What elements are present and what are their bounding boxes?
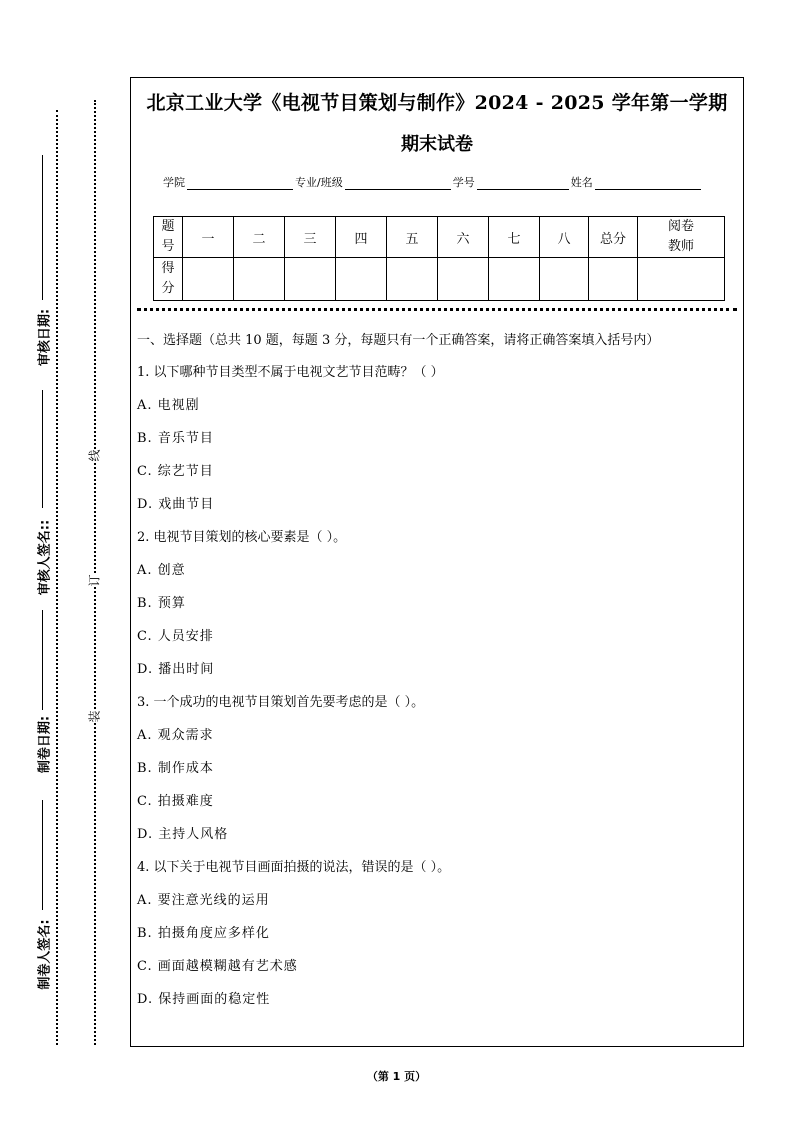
exam-subtitle: 期末试卷: [401, 134, 473, 155]
score-cell-8[interactable]: [540, 258, 589, 301]
exam-content: [137, 330, 737, 1022]
option-c[interactable]: C. 综艺节目: [137, 464, 214, 479]
score-col-total: 总分: [589, 217, 638, 258]
exam-frame: [130, 77, 744, 1047]
option-b[interactable]: B. 预算: [137, 596, 186, 611]
page-number: （第 1 页）: [366, 1070, 427, 1083]
bind-mark-ding: 订: [87, 574, 102, 587]
prep-sign-underline: [42, 800, 43, 910]
option-c[interactable]: C. 拍摄难度: [137, 794, 214, 809]
student-id-label: 学号: [452, 176, 475, 189]
score-col-8: 八: [540, 217, 589, 258]
score-col-7: 七: [489, 217, 540, 258]
score-col-5: 五: [387, 217, 438, 258]
option-d[interactable]: D. 播出时间: [137, 662, 215, 677]
score-cell-1[interactable]: [183, 258, 234, 301]
score-cell-grader[interactable]: [638, 258, 725, 301]
option-a[interactable]: A. 要注意光线的运用: [137, 893, 270, 908]
prep-sign-label: 制卷人签名:: [37, 919, 53, 990]
score-cell-total[interactable]: [589, 258, 638, 301]
score-row-label: 得 分: [154, 258, 183, 301]
bind-mark-xian: 线: [87, 449, 102, 462]
question-stem: 1. 以下哪种节目类型不属于电视文艺节目范畴？（ ）: [137, 365, 444, 380]
score-col-3: 三: [285, 217, 336, 258]
question-stem: 2. 电视节目策划的核心要素是（ ）。: [137, 530, 347, 545]
name-field[interactable]: [595, 177, 701, 190]
score-table: [153, 216, 725, 301]
score-cell-2[interactable]: [234, 258, 285, 301]
option-b[interactable]: B. 拍摄角度应多样化: [137, 926, 270, 941]
option-a[interactable]: A. 观众需求: [137, 728, 214, 743]
question-stem: 4. 以下关于电视节目画面拍摄的说法，错误的是（ ）。: [137, 860, 451, 875]
score-col-4: 四: [336, 217, 387, 258]
major-class-field[interactable]: [345, 177, 451, 190]
bind-mark-zhuang: 装: [87, 710, 102, 723]
section-heading: 一、选择题（总共 10 题，每题 3 分，每题只有一个正确答案，请将正确答案填入括号内）: [137, 333, 660, 348]
major-class-label: 专业/班级: [295, 176, 343, 189]
outer-dotted-line: [56, 110, 58, 1045]
option-a[interactable]: A. 电视剧: [137, 398, 200, 413]
college-label: 学院: [163, 176, 185, 189]
score-cell-3[interactable]: [285, 258, 336, 301]
option-d[interactable]: D. 主持人风格: [137, 827, 229, 842]
review-date-underline: [42, 155, 43, 300]
header-separator: [137, 308, 737, 311]
option-d[interactable]: D. 保持画面的稳定性: [137, 992, 271, 1007]
score-cell-5[interactable]: [387, 258, 438, 301]
score-cell-7[interactable]: [489, 258, 540, 301]
student-info-row: [163, 174, 703, 190]
reviewer-sign-label: 审核人签名::: [37, 519, 53, 596]
score-cell-6[interactable]: [438, 258, 489, 301]
exam-title: 北京工业大学《电视节目策划与制作》2024 - 2025 学年第一学期: [146, 92, 728, 114]
reviewer-sign-underline: [42, 390, 43, 508]
grader-header: 阅卷 教师: [638, 217, 725, 258]
option-c[interactable]: C. 画面越模糊越有艺术感: [137, 959, 298, 974]
score-value-row: [154, 258, 725, 301]
option-d[interactable]: D. 戏曲节目: [137, 497, 215, 512]
name-label: 姓名: [570, 176, 593, 189]
score-cell-4[interactable]: [336, 258, 387, 301]
question-no-header: 题 号: [154, 217, 183, 258]
inner-dotted-line: [94, 100, 96, 1045]
review-date-label: 审核日期:: [37, 308, 53, 367]
prep-date-label: 制卷日期:: [37, 715, 53, 774]
student-id-field[interactable]: [477, 177, 569, 190]
score-header-row: [154, 217, 725, 258]
option-a[interactable]: A. 创意: [137, 563, 186, 578]
college-field[interactable]: [187, 177, 293, 190]
option-c[interactable]: C. 人员安排: [137, 629, 214, 644]
score-col-2: 二: [234, 217, 285, 258]
option-b[interactable]: B. 制作成本: [137, 761, 214, 776]
score-col-1: 一: [183, 217, 234, 258]
question-stem: 3. 一个成功的电视节目策划首先要考虑的是（ ）。: [137, 695, 425, 710]
score-col-6: 六: [438, 217, 489, 258]
prep-date-underline: [42, 610, 43, 710]
option-b[interactable]: B. 音乐节目: [137, 431, 214, 446]
